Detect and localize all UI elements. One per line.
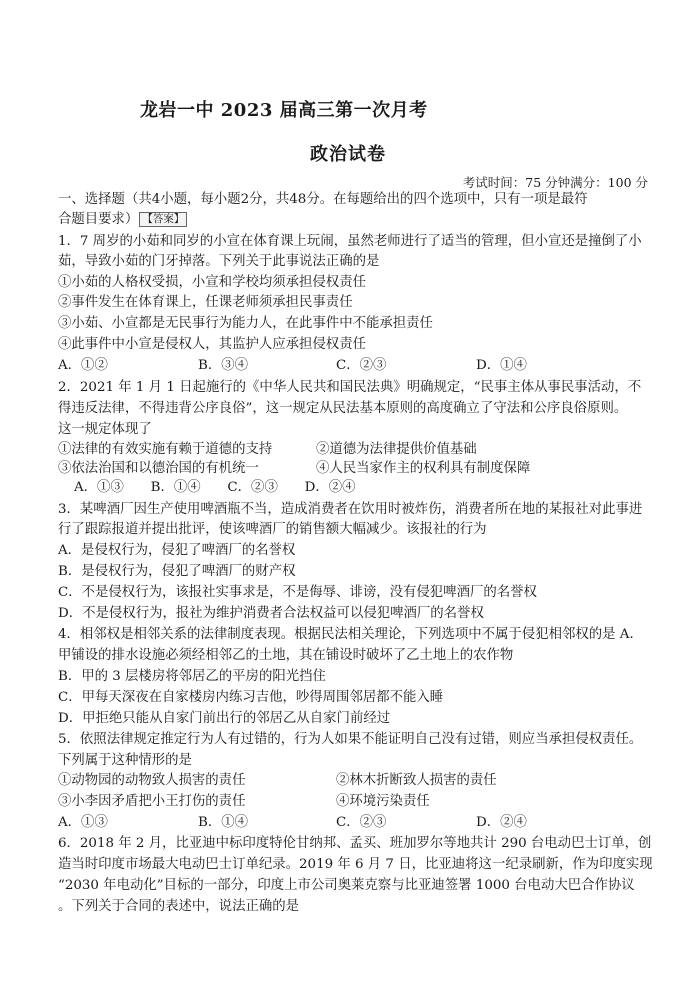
q5-option-b: B．①④ [198, 815, 249, 830]
q5-option-d: D．②④ [476, 815, 527, 830]
q4-option-b: B．甲的 3 层楼房将邻居乙的平房的阳光挡住 [58, 669, 326, 684]
q3-stem-line: 3．某啤酒厂因生产使用啤酒瓶不当，造成消费者在饮用时被炸伤，消费者所在地的某报社对此事进 [58, 502, 643, 517]
q5-statement: ①动物园的动物致人损害的责任 [58, 773, 246, 788]
section-intro-text: 合题目要求） [58, 212, 139, 227]
q1-options [58, 356, 654, 376]
q2-stem-line: 得违反法律，不得违背公序良俗”，这一规定从民法基本原则的高度确立了守法和公序良俗原则。 [58, 401, 628, 416]
q1-stem-line: 1．7 周岁的小茹和同岁的小宣在体育课上玩闹，虽然老师进行了适当的管理，但小宣还是撞倒了小 [58, 234, 642, 249]
q6-stem-line: “2030 年电动化”目标的一部分，印度上市公司奥莱克察与比亚迪签署 1000 台电动大巴合作协议 [58, 878, 635, 893]
q5-option-a: A．①③ [58, 815, 108, 830]
q5-statement: ④环境污染责任 [336, 794, 430, 809]
q3-option-a: A．是侵权行为，侵犯了啤酒厂的名誉权 [58, 543, 296, 558]
q3-option-d: D．不是侵权行为，报社为维护消费者合法权益可以侵犯啤酒厂的名誉权 [58, 606, 484, 621]
q5-statement: ③小李因矛盾把小王打伤的责任 [58, 794, 246, 809]
q5-statement-row [58, 771, 654, 791]
q2-options: A．①③ B．①④ C．②③ D．②④ [74, 480, 356, 495]
q6-stem-line: 6．2018 年 2 月，比亚迪中标印度特伦甘纳邦、孟买、班加罗尔等地共计 290 台电动巴士订单，创 [58, 836, 652, 851]
section-intro-line: 一、选择题（共4小题，每小题2分，共48分。在每题给出的四个选项中，只有一项是最符 [58, 192, 588, 207]
q1-option-d: D．①④ [476, 358, 527, 373]
exam-title: 龙岩一中 2023 届高三第一次月考 [140, 100, 428, 121]
q1-statement: ①小茹的人格权受损，小宣和学校均须承担侵权责任 [58, 275, 366, 290]
q1-statement: ②事件发生在体育课上，任课老师须承担民事责任 [58, 295, 353, 310]
q3-option-b: B．是侵权行为，侵犯了啤酒厂的财产权 [58, 564, 296, 579]
q3-stem-line: 行了跟踪报道并提出批评，使该啤酒厂的销售额大幅减少。该报社的行为 [58, 522, 487, 537]
q1-stem-line: 茹，导致小茹的门牙掉落。下列关于此事说法正确的是 [58, 254, 380, 269]
q5-statement-row [58, 792, 654, 812]
q2-statement: ③依法治国和以德治国的有机统一 [58, 461, 259, 476]
exam-subtitle: 政治试卷 [310, 144, 386, 165]
q5-statement: ②林木折断致人损害的责任 [336, 773, 497, 788]
q2-stem-line: 2．2021 年 1 月 1 日起施行的《中华人民共和国民法典》明确规定，“民事主体从事民事活动，不 [58, 380, 642, 395]
q2-statement-row [58, 459, 654, 479]
q5-stem-line: 下列属于这种情形的是 [58, 753, 192, 768]
q2-statement: ①法律的有效实施有赖于道德的支持 [58, 442, 273, 457]
q6-stem-line: 造当时印度市场最大电动巴士订单纪录。2019 年 6 月 7 日，比亚迪将这一纪录刷新，作为印度实现 [58, 857, 653, 872]
q1-statement: ③小茹、小宣都是无民事行为能力人，在此事件中不能承担责任 [58, 316, 433, 331]
q6-stem-line: 。下列关于合同的表述中，说法正确的是 [58, 899, 300, 914]
q5-stem-line: 5．依照法律规定推定行为人有过错的，行为人如果不能证明自己没有过错，则应当承担侵权责任。 [58, 732, 643, 747]
q5-options [58, 813, 654, 833]
q2-statement: ④人民当家作主的权利具有制度保障 [316, 461, 531, 476]
q4-option-a: 甲铺设的排水设施必须经相邻乙的土地，其在铺设时破坏了乙土地上的农作物 [58, 648, 514, 663]
q2-statement-row [58, 440, 654, 460]
q1-statement: ④此事件中小宣是侵权人，其监护人应承担侵权责任 [58, 337, 366, 352]
answer-badge: 【答案】 [139, 212, 187, 227]
q5-option-c: C．②③ [336, 815, 387, 830]
q2-statement: ②道德为法律提供价值基础 [316, 442, 477, 457]
q3-option-c: C．不是侵权行为，该报社实事求是，不是侮辱、诽谤，没有侵犯啤酒厂的名誉权 [58, 585, 537, 600]
q4-option-d: D．甲拒绝只能从自家门前出行的邻居乙从自家门前经过 [58, 711, 391, 726]
exam-info: 考试时间：75 分钟满分：100 分 [462, 175, 648, 190]
q4-option-c: C．甲每天深夜在自家楼房内练习吉他，吵得周围邻居都不能入睡 [58, 690, 444, 705]
q1-option-b: B．③④ [198, 358, 249, 373]
q2-stem-line: 这一规定体现了 [58, 422, 152, 437]
q1-option-a: A．①② [58, 358, 108, 373]
q4-stem-line: 4．相邻权是相邻关系的法律制度表现。根据民法相关理论，下列选项中不属于侵犯相邻权的是 A． [58, 627, 643, 642]
q1-option-c: C．②③ [336, 358, 387, 373]
section-intro-line-2 [58, 210, 654, 230]
